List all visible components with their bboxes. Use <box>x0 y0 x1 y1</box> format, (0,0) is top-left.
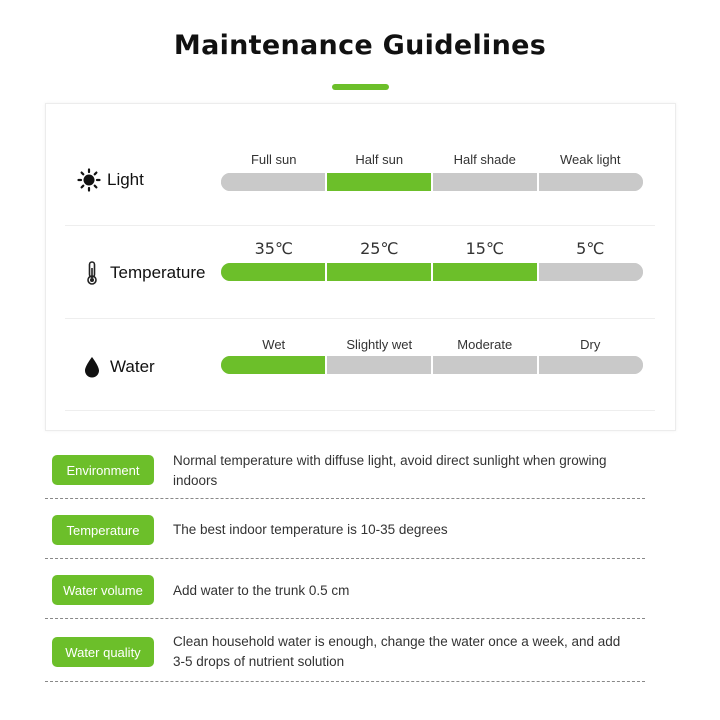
info-text: Add water to the trunk 0.5 cm <box>173 583 350 598</box>
info-item-temperature <box>45 515 645 545</box>
temperature-level-segment <box>537 263 643 281</box>
light-level-segment <box>537 173 643 191</box>
dashed-divider <box>45 681 645 682</box>
dashed-divider <box>45 618 645 619</box>
water-level-label: Dry <box>580 337 601 352</box>
thermometer-icon <box>80 261 104 285</box>
light-row-label <box>77 168 144 192</box>
temperature-level-segment <box>325 263 431 281</box>
info-badge: Water volume <box>52 575 154 605</box>
light-level-segment <box>325 173 431 191</box>
row-divider <box>65 225 655 226</box>
water-level-labels <box>221 337 643 352</box>
water-drop-icon <box>80 355 104 379</box>
light-level-label: Half shade <box>453 152 516 167</box>
water-level-segment <box>537 356 643 374</box>
temperature-level-segment <box>431 263 537 281</box>
water-level-segment <box>431 356 537 374</box>
light-level-bar <box>221 173 643 191</box>
light-level-label: Full sun <box>250 152 297 167</box>
light-level-labels <box>221 152 643 167</box>
water-level-bar <box>221 356 643 374</box>
light-level-label: Weak light <box>560 152 621 167</box>
water-label: Water <box>110 357 155 376</box>
info-text: Clean household water is enough, change the water once a week, and add 3-5 drops of nutrient solution <box>173 634 621 669</box>
light-level-segment <box>431 173 537 191</box>
temperature-level-label: 35℃ <box>254 239 293 258</box>
temperature-level-bar <box>221 263 643 281</box>
light-level-segment <box>221 173 325 191</box>
info-badge: Water quality <box>52 637 154 667</box>
row-divider <box>65 410 655 411</box>
info-badge: Environment <box>52 455 154 485</box>
water-level-label: Wet <box>262 337 286 352</box>
row-divider <box>65 318 655 319</box>
dashed-divider <box>45 558 645 559</box>
light-level-label: Half sun <box>355 152 404 167</box>
temperature-level-label: 5℃ <box>576 239 605 258</box>
page-title: Maintenance Guidelines <box>173 30 547 61</box>
temperature-level-segment <box>221 263 325 281</box>
info-text: The best indoor temperature is 10-35 degrees <box>173 522 448 537</box>
title-underline <box>332 84 389 90</box>
temperature-level-label: 25℃ <box>360 239 399 258</box>
sun-icon <box>77 168 101 192</box>
info-item-water-volume <box>45 575 645 605</box>
water-row-label <box>80 355 155 379</box>
temperature-level-labels <box>221 239 643 258</box>
water-level-segment <box>221 356 325 374</box>
info-badge: Temperature <box>52 515 154 545</box>
temperature-level-label: 15℃ <box>465 239 504 258</box>
info-item-water-quality <box>45 632 645 672</box>
temperature-row-label <box>80 261 205 285</box>
info-item-environment <box>45 451 645 491</box>
water-level-label: Moderate <box>457 337 513 352</box>
water-level-segment <box>325 356 431 374</box>
info-text: Normal temperature with diffuse light, avoid direct sunlight when growing indoors <box>173 453 607 488</box>
water-level-label: Slightly wet <box>346 337 413 352</box>
temperature-label: Temperature <box>110 263 206 282</box>
light-label: Light <box>107 170 144 189</box>
dashed-divider <box>45 498 645 499</box>
